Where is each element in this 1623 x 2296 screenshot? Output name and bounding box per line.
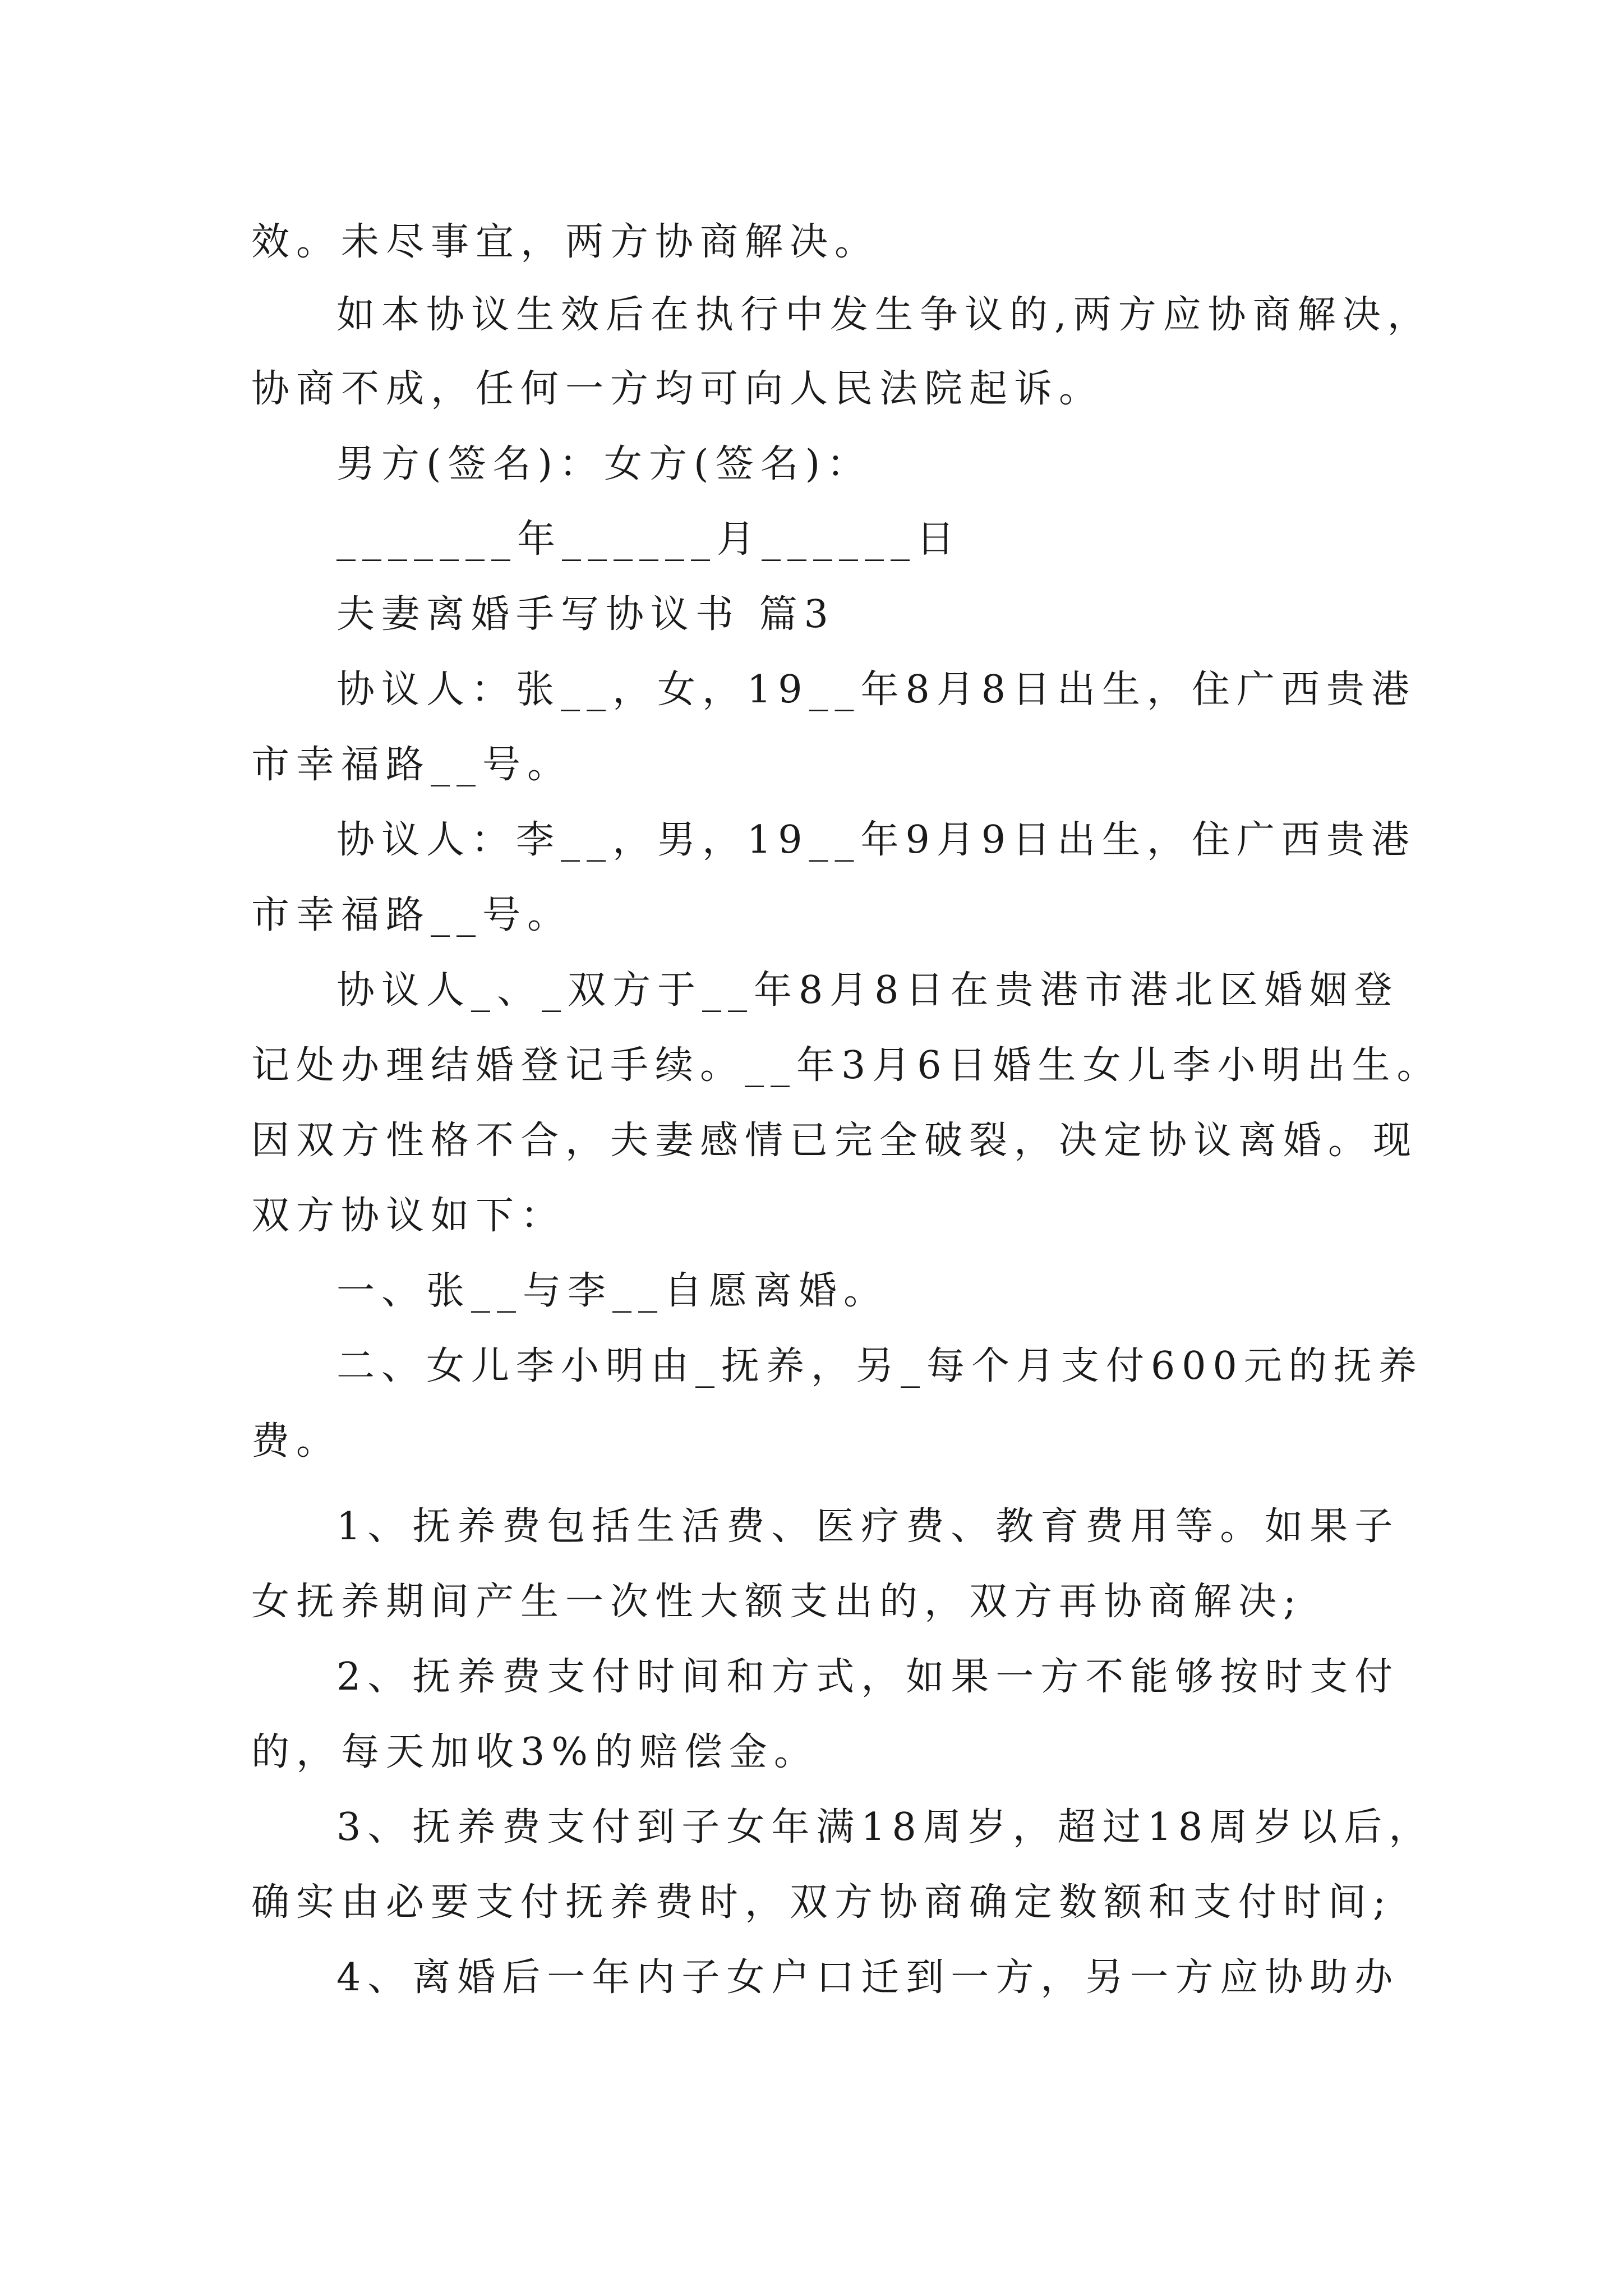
text-line: 因双方性格不合，夫妻感情已完全破裂，决定协议离婚。现 [251, 1119, 1418, 1163]
text-line: 协商不成，任何一方均可向人民法院起诉。 [251, 367, 1104, 411]
text-line: 双方协议如下： [251, 1194, 566, 1238]
text-line: 1、抚养费包括生活费、医疗费、教育费用等。如果子 [336, 1504, 1400, 1549]
text-line: 4、离婚后一年内子女户口迁到一方，另一方应协助办 [336, 1955, 1400, 2000]
text-line: 记处办理结婚登记手续。__年3月6日婚生女儿李小明出生。 [251, 1043, 1442, 1088]
text-line: 确实由必要支付抚养费时，双方协商确定数额和支付时间; [251, 1880, 1393, 1925]
text-line: 一、张__与李__自愿离婚。 [336, 1269, 889, 1313]
text-line: 2、抚养费支付时间和方式，如果一方不能够按时支付 [336, 1655, 1400, 1699]
text-line: 二、女儿李小明由_抚养，另_每个月支付600元的抚养 [336, 1344, 1423, 1388]
text-line: 协议人：张__，女，19__年8月8日出生，住广西贵港 [336, 668, 1417, 712]
text-line: 女抚养期间产生一次性大额支出的，双方再协商解决; [251, 1580, 1303, 1624]
text-line: 协议人_、_双方于__年8月8日在贵港市港北区婚姻登 [336, 968, 1399, 1013]
text-line: 市幸福路__号。 [251, 743, 573, 787]
text-line: 如本协议生效后在执行中发生争议的,两方应协商解决， [336, 293, 1432, 337]
text-line: 市幸福路__号。 [251, 893, 573, 937]
text-line: 男方(签名)：女方(签名)： [336, 442, 872, 486]
text-line: 3、抚养费支付到子女年满18周岁，超过18周岁以后， [336, 1805, 1434, 1849]
text-line: 协议人：李__，男，19__年9月9日出生，住广西贵港 [336, 818, 1417, 862]
section-heading: 夫妻离婚手写协议书 篇3 [336, 592, 835, 637]
text-line: _______年______月______日 [336, 517, 962, 562]
text-line: 费。 [251, 1419, 342, 1464]
text-line: 的，每天加收3%的赔偿金。 [251, 1730, 819, 1774]
text-line: 效。未尽事宜，两方协商解决。 [251, 220, 880, 264]
